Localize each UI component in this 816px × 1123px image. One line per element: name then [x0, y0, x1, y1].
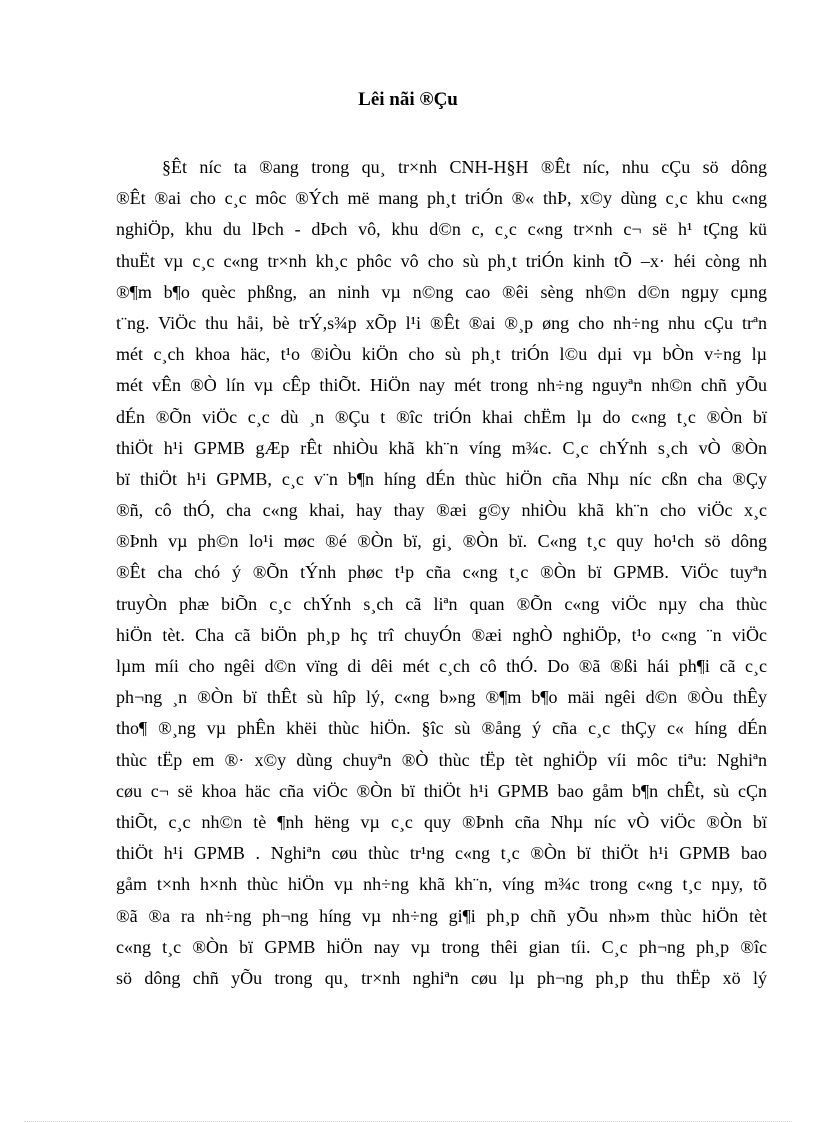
paragraph-line: thiÖt h¹i GPMB . Nghiªn cøu thùc tr¹ng c«ng t¸c ®Òn bï thiÖt h¹i GPMB bao — [116, 843, 767, 864]
paragraph-line: sö dông chñ yÕu trong qu¸ tr×nh nghiªn cøu lµ ph¬ng ph¸p thu thËp xö lý — [116, 967, 767, 988]
paragraph-line: gåm t×nh h×nh thùc hiÖn vµ nh÷ng khã kh¨n, víng m¾c trong c«ng t¸c nµy, tõ — [116, 874, 767, 895]
paragraph-line: §Êt níc ta ®ang trong qu¸ tr×nh CNH-H§H ®Êt níc, nhu cÇu sö dông — [162, 157, 767, 177]
paragraph-line: ®Êt ®ai cho c¸c môc ®Ých më mang ph¸t triÓn ®« thÞ, x©y dùng c¸c khu c«ng — [116, 188, 767, 209]
paragraph-line: t¨ng. ViÖc thu håi, bè trÝ,s¾p xÕp l¹i ®Êt ®ai ®¸p øng cho nh÷ng nhu cÇu trªn — [116, 312, 767, 333]
paragraph-line: ®Êt cha chó ý ®Õn tÝnh phøc t¹p cña c«ng t¸c ®Òn bï GPMB. ViÖc tuyªn — [116, 562, 767, 583]
page-bottom-divider — [24, 1121, 792, 1122]
paragraph-line: cøu c¬ së khoa häc cña viÖc ®Òn bï thiÖt h¹i GPMB bao gåm b¶n chÊt, sù cÇn — [116, 780, 767, 801]
paragraph-line: thùc tËp em ®· x©y dùng chuyªn ®Ò thùc tËp tèt nghiÖp víi môc tiªu: Nghiªn — [116, 749, 767, 770]
paragraph-line: bï thiÖt h¹i GPMB, c¸c v¨n b¶n híng dÉn thùc hiÖn cña Nhµ níc cßn cha ®Çy — [116, 468, 767, 489]
paragraph-line: ph¬ng ¸n ®Òn bï thÊt sù hîp lý, c«ng b»ng ®¶m b¶o mäi ngêi d©n ®Òu thÊy — [116, 687, 767, 708]
paragraph-line: mét vÊn ®Ò lín vµ cÊp thiÕt. HiÖn nay mét trong nh÷ng nguyªn nh©n chñ yÕu — [116, 375, 767, 396]
paragraph-line: thiÖt h¹i GPMB gÆp rÊt nhiÒu khã kh¨n víng m¾c. C¸c chÝnh s¸ch vÒ ®Òn — [116, 437, 767, 458]
paragraph-line: ®Þnh vµ ph©n lo¹i møc ®é ®Òn bï, gi¸ ®Òn bï. C«ng t¸c quy ho¹ch sö dông — [116, 531, 767, 552]
body-paragraph — [116, 152, 767, 994]
paragraph-line: thiÕt, c¸c nh©n tè ¶nh hëng vµ c¸c quy ®Þnh cña Nhµ níc vÒ viÖc ®Òn bï — [116, 811, 767, 832]
paragraph-line: c«ng t¸c ®Òn bï GPMB hiÖn nay vµ trong thêi gian tíi. C¸c ph¬ng ph¸p ®îc — [116, 936, 767, 957]
paragraph-line: mét c¸ch khoa häc, t¹o ®iÒu kiÖn cho sù ph¸t triÓn l©u dµi vµ bÒn v÷ng lµ — [116, 344, 767, 365]
page-title: Lêi nãi ®Çu — [358, 89, 458, 110]
paragraph-line: ®ã ®a ra nh÷ng ph¬ng híng vµ nh÷ng gi¶i ph¸p chñ yÕu nh»m thùc hiÖn tèt — [116, 905, 767, 926]
paragraph-line: thuËt vµ c¸c c«ng tr×nh kh¸c phôc vô cho sù ph¸t triÓn kinh tÕ –x· héi còng nh — [116, 250, 767, 271]
paragraph-line: ®ñ, cô thÓ, cha c«ng khai, hay thay ®æi g©y nhiÒu khã kh¨n cho viÖc x¸c — [116, 500, 767, 521]
paragraph-line: nghiÖp, khu du lÞch - dÞch vô, khu d©n c, c¸c c«ng tr×nh c¬ së h¹ tÇng kü — [116, 219, 767, 240]
paragraph-line: truyÒn phæ biÕn c¸c chÝnh s¸ch cã liªn quan ®Õn c«ng viÖc nµy cha thùc — [116, 593, 767, 614]
paragraph-line: tho¶ ®¸ng vµ phÊn khëi thùc hiÖn. §îc sù ®ång ý cña c¸c thÇy c« híng dÉn — [116, 718, 767, 739]
paragraph-line: hiÖn tèt. Cha cã biÖn ph¸p hç trî chuyÓn ®æi nghÒ nghiÖp, t¹o c«ng ¨n viÖc — [116, 624, 767, 645]
paragraph-line: dÉn ®Õn viÖc c¸c dù ¸n ®Çu t ®îc triÓn khai chËm lµ do c«ng t¸c ®Òn bï — [116, 406, 767, 427]
paragraph-line: lµm míi cho ngêi d©n vïng di dêi mét c¸ch cô thÓ. Do ®ã ®ßi hái ph¶i cã c¸c — [116, 656, 767, 676]
paragraph-line: ®¶m b¶o quèc phßng, an ninh vµ n©ng cao ®êi sèng nh©n d©n ngµy cµng — [116, 281, 767, 302]
